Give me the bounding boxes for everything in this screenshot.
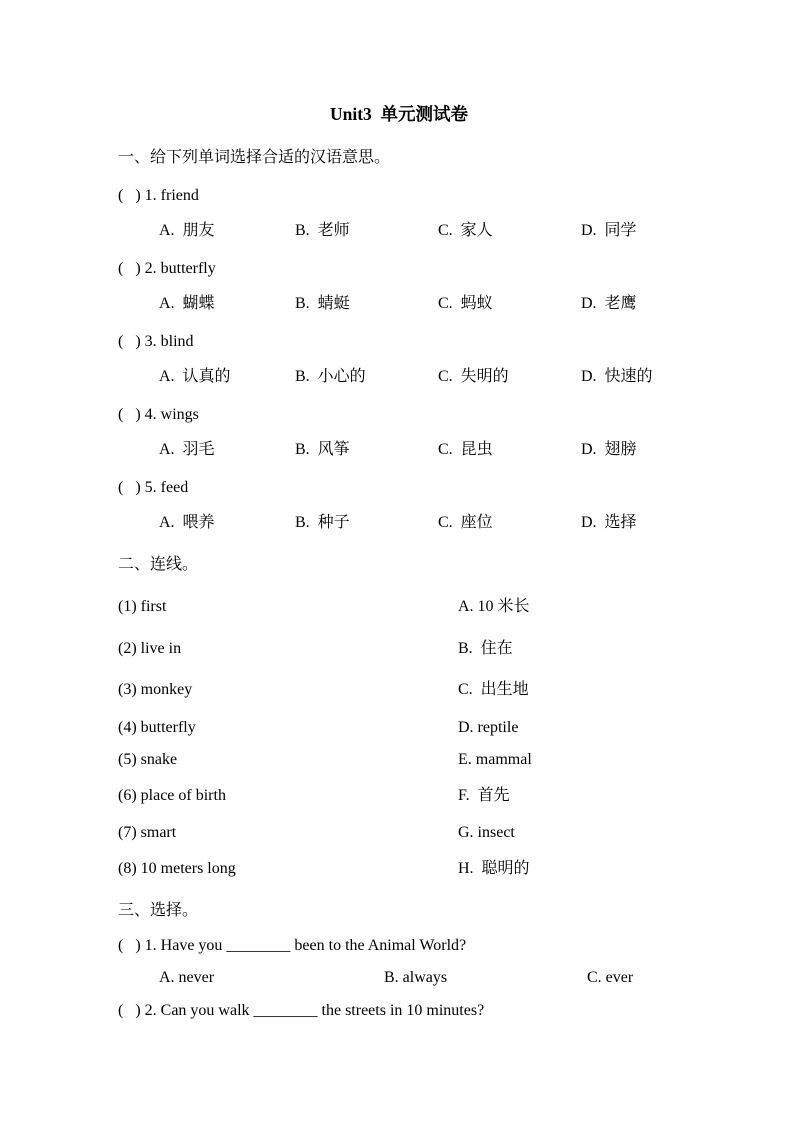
section2-heading: 二、连线。 (118, 556, 199, 573)
match-row (118, 785, 680, 806)
option-d: D. 快速的 (581, 368, 653, 385)
match-right: G. insect (458, 824, 515, 841)
match-row (118, 638, 680, 659)
option-c: C. 座位 (438, 514, 493, 531)
option-c: C. ever (587, 969, 634, 986)
options-row (159, 220, 680, 241)
match-left: (7) smart (118, 824, 177, 841)
option-a: A. 认真的 (159, 368, 231, 385)
match-row (118, 596, 680, 617)
match-row (118, 749, 680, 770)
option-d: D. 选择 (581, 514, 637, 531)
option-b: B. 小心的 (295, 368, 366, 385)
question-stem: ( ) 4. wings (118, 406, 199, 423)
option-a: A. never (159, 969, 215, 986)
match-left: (5) snake (118, 751, 178, 768)
option-c: C. 蚂蚁 (438, 295, 493, 312)
match-right: E. mammal (458, 751, 532, 768)
question-stem: ( ) 5. feed (118, 479, 189, 496)
match-row (118, 679, 680, 700)
question-stem: ( ) 2. Can you walk ________ the streets in 10 minutes? (118, 1002, 485, 1019)
option-b: B. 蜻蜓 (295, 295, 350, 312)
match-right: C. 出生地 (458, 681, 529, 698)
match-row (118, 858, 680, 879)
match-right: B. 住在 (458, 640, 513, 657)
match-right: D. reptile (458, 719, 519, 736)
option-d: D. 老鹰 (581, 295, 637, 312)
match-row (118, 822, 680, 843)
option-b: B. 老师 (295, 222, 350, 239)
match-right: F. 首先 (458, 787, 510, 804)
option-c: C. 失明的 (438, 368, 509, 385)
match-left: (3) monkey (118, 681, 193, 698)
section1-heading: 一、给下列单词选择合适的汉语意思。 (118, 149, 391, 166)
section3-heading: 三、选择。 (118, 902, 199, 919)
option-c: C. 昆虫 (438, 441, 493, 458)
option-a: A. 羽毛 (159, 441, 215, 458)
question-stem: ( ) 1. Have you ________ been to the Animal World? (118, 937, 467, 954)
option-b: B. always (384, 969, 448, 986)
match-row (118, 717, 680, 738)
options-row (159, 512, 680, 533)
question-stem: ( ) 3. blind (118, 333, 194, 350)
match-left: (8) 10 meters long (118, 860, 236, 877)
page-content (118, 0, 680, 1021)
option-a: A. 朋友 (159, 222, 215, 239)
match-right: H. 聪明的 (458, 860, 530, 877)
match-left: (2) live in (118, 640, 182, 657)
match-left: (6) place of birth (118, 787, 226, 804)
option-b: B. 种子 (295, 514, 350, 531)
match-left: (4) butterfly (118, 719, 196, 736)
question-stem: ( ) 1. friend (118, 187, 199, 204)
page-title: Unit3 单元测试卷 (329, 104, 469, 124)
option-c: C. 家人 (438, 222, 493, 239)
option-a: A. 喂养 (159, 514, 215, 531)
match-right: A. 10 米长 (458, 598, 530, 615)
option-d: D. 翅膀 (581, 441, 637, 458)
question-stem: ( ) 2. butterfly (118, 260, 216, 277)
options-row (159, 366, 680, 387)
options-row (159, 439, 680, 460)
option-d: D. 同学 (581, 222, 637, 239)
option-a: A. 蝴蝶 (159, 295, 215, 312)
option-b: B. 风筝 (295, 441, 350, 458)
options-row (159, 293, 680, 314)
options-row (159, 967, 680, 988)
match-left: (1) first (118, 598, 167, 615)
